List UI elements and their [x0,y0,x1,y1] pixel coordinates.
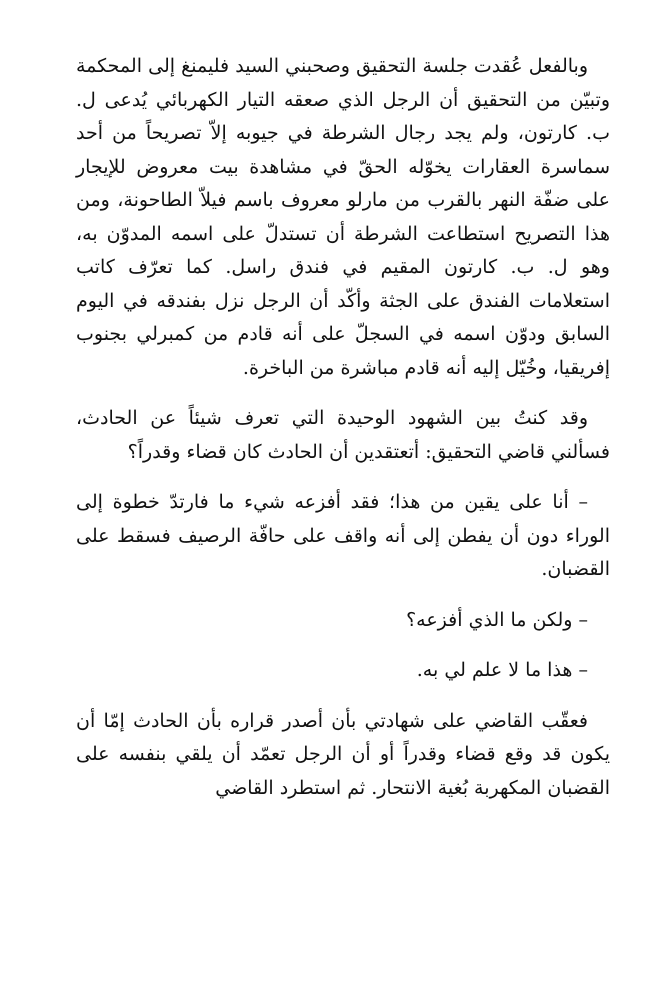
book-page-text [76,50,610,805]
dialogue-question: – ولكن ما الذي أفزعه؟ [406,608,588,631]
paragraph-witness: وقد كنتُ بين الشهود الوحيدة التي تعرف شيئاً عن الحادث، فسألني قاضي التحقيق: أتعتقدين أن الحادث كان قضاء وقدراً؟ [76,407,610,463]
dialogue-answer: – هذا ما لا علم لي به. [416,659,588,681]
paragraph-inquest: وبالفعل عُقدت جلسة التحقيق وصحبني السيد فليمنغ إلى المحكمة وتبيّن من التحقيق أن الرجل الذي صعقه التيار الكهربائي يُدعى ل. ب. كارتون، ولم يجد رجال الشرطة في جيوبه إلاّ تصريحاً من أحد سماسرة العقارات يخوّله الحقّ في مشاهدة بيت معروض للإيجار على ضفّة النهر بالقرب من مارلو معروف باسم فيلاّ الطاحونة، ومن هذا التصريح استطاعت الشرطة أن تستدلّ على اسمه المدوّن به، وهو ل. ب. كارتون المقيم في فندق راسل. كما تعرّف كاتب استعلامات الفندق على الجثة وأكّد أن الرجل نزل بفندقه في اليوم السابق ودوّن اسمه في السجلّ على أنه قادم من كمبرلي بجنوب إفريقيا، وخُيّل إليه أنه قادم مباشرة من الباخرة. [76,55,610,379]
paragraph-verdict: فعقّب القاضي على شهادتي بأن أصدر قراره بأن الحادث إمّا أن يكون قد وقع قضاء وقدراً أو أن الرجل تعمّد أن يلقي بنفسه على القضبان المكهربة بُغية الانتحار. ثم استطرد القاضي [76,709,610,799]
dialogue-certain: – أنا على يقين من هذا؛ فقد أفزعه شيء ما فارتدّ خطوة إلى الوراء دون أن يفطن إلى أنه واقف على حافّة الرصيف فسقط على القضبان. [76,491,610,580]
